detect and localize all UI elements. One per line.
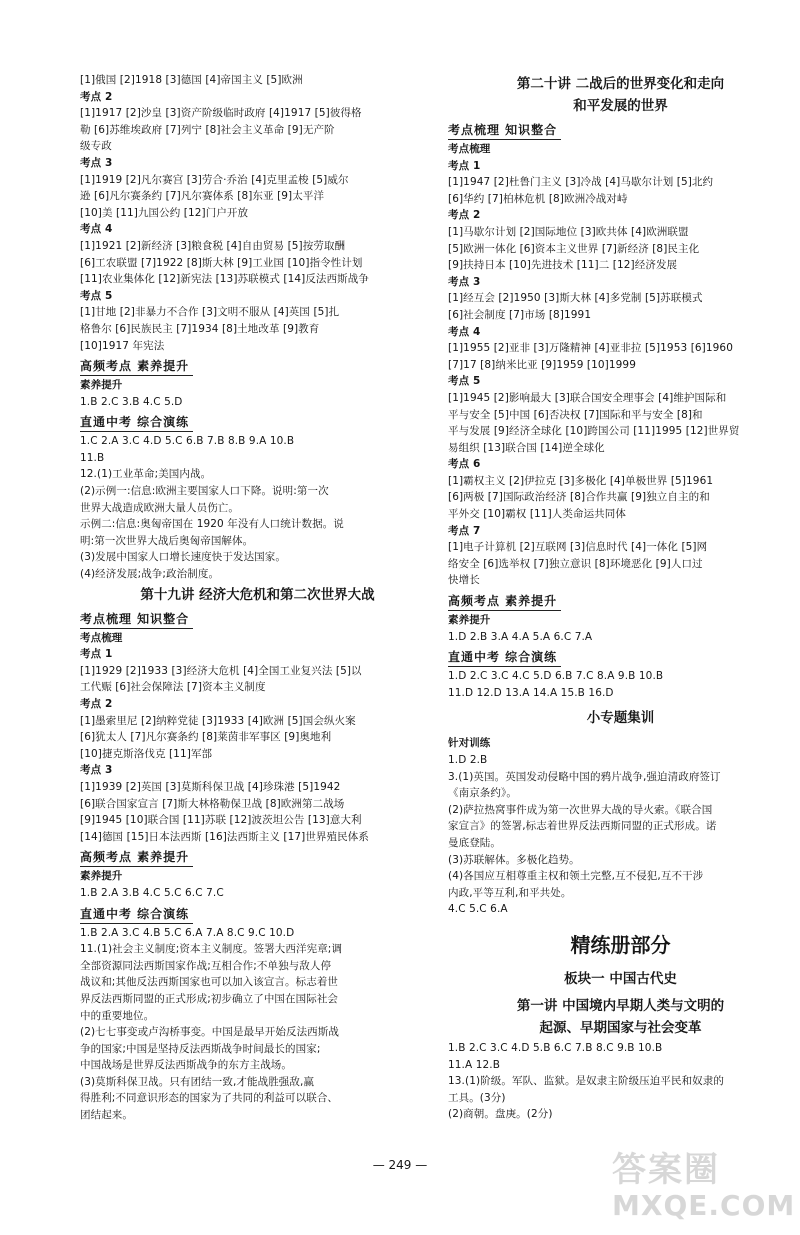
section-banner-row [80, 607, 435, 630]
section-banner: 直通中考 综合演练 [448, 649, 561, 667]
answer-line: 13.(1)阶级。军队、监狱。是奴隶主阶级压迫平民和奴隶的 [448, 1075, 724, 1088]
answer-line: 1.B 2.A 3.C 4.B 5.C 6.A 7.A 8.C 9.C 10.D [80, 926, 295, 939]
answer-line: [10]1917 年宪法 [80, 339, 165, 352]
answer-line: 平与安全 [5]中国 [6]否决权 [7]国际和平与安全 [8]和 [448, 408, 703, 421]
answer-line: 1.D 2.B [448, 754, 488, 766]
lecture-title: 第十九讲 经济大危机和第二次世界大战 [140, 586, 375, 603]
answer-line: 1.D 2.B 3.A 4.A 5.A 6.C 7.A [448, 630, 593, 643]
answer-line: [1]1955 [2]亚非 [3]万隆精神 [4]亚非拉 [5]1953 [6]1960 [448, 342, 733, 355]
answer-line: 11.(1)社会主义制度;资本主义制度。签署大西洋宪章;调 [80, 943, 343, 956]
section-banner: 考点梳理 知识整合 [448, 122, 561, 140]
watermark-logo [612, 1150, 796, 1228]
answer-line: 平与发展 [9]经济全球化 [10]跨国公司 [11]1995 [12]世界贸 [448, 425, 740, 438]
section-banner: 直通中考 综合演练 [80, 414, 193, 432]
answer-line: [5]欧洲一体化 [6]资本主义世界 [7]新经济 [8]民主化 [448, 242, 700, 255]
answer-line: 平外交 [10]霸权 [11]人类命运共同体 [448, 508, 626, 521]
answer-line: 易组织 [13]联合国 [14]逆全球化 [448, 441, 605, 454]
section-banner-row [448, 645, 793, 668]
section-banner: 高频考点 素养提升 [448, 593, 561, 611]
topic-label: 考点 5 [80, 289, 113, 302]
topic-label: 素养提升 [80, 379, 123, 392]
topic-label: 考点 1 [448, 159, 481, 172]
section-banner-row [80, 354, 435, 377]
topic-label: 考点 2 [448, 209, 481, 222]
answer-line: 1.B 2.C 3.C 4.D 5.B 6.C 7.B 8.C 9.B 10.B [448, 1041, 663, 1054]
answer-line: 示例二:信息:奥匈帝国在 1920 年没有人口统计数据。说 [80, 518, 344, 531]
answer-line: 1.B 2.C 3.B 4.C 5.D [80, 395, 183, 408]
topic-label: 素养提升 [80, 870, 123, 883]
answer-line: (3)发展中国家人口增长速度快于发达国家。 [80, 551, 286, 564]
answer-line: [6]犹太人 [7]凡尔赛条约 [8]莱茵非军事区 [9]奥地利 [80, 731, 332, 744]
answer-line: (3)苏联解体。多极化趋势。 [448, 853, 580, 866]
answer-line: 工代赈 [6]社会保障法 [7]资本主义制度 [80, 681, 266, 694]
topic-label: 考点 4 [80, 223, 113, 236]
topic-label: 考点 3 [80, 156, 113, 169]
answer-line: [1]经互会 [2]1950 [3]斯大林 [4]多党制 [5]苏联模式 [448, 292, 703, 305]
answer-line: (3)莫斯科保卫战。只有团结一致,才能战胜强敌,赢 [80, 1075, 315, 1088]
right-column [448, 72, 793, 1123]
answer-line: 1.D 2.C 3.C 4.C 5.D 6.B 7.C 8.A 9.B 10.B [448, 670, 664, 683]
section-banner: 高频考点 素养提升 [80, 849, 193, 867]
answer-line: (2)萨拉热窝事件成为第一次世界大战的导火索。《联合国 [448, 803, 713, 816]
answer-line: [1]马歇尔计划 [2]国际地位 [3]欧共体 [4]欧洲联盟 [448, 225, 689, 238]
topic-label: 考点 5 [448, 375, 481, 388]
topic-label: 考点梳理 [448, 143, 491, 155]
answer-line: 中的重要地位。 [80, 1009, 155, 1022]
answer-line: 4.C 5.C 6.A [448, 903, 508, 916]
answer-line: 《南京条约》。 [448, 787, 517, 800]
answer-line: (2)七七事变或卢沟桥事变。中国是最早开始反法西斯战 [80, 1026, 339, 1039]
answer-line: 团结起来。 [80, 1109, 133, 1122]
answer-line: 11.A 12.B [448, 1058, 501, 1071]
answer-line: [1]1917 [2]沙皇 [3]资产阶级临时政府 [4]1917 [5]彼得格 [80, 107, 362, 120]
section-banner-row [448, 589, 793, 612]
answer-line: [14]德国 [15]日本法西斯 [16]法西斯主义 [17]世界殖民体系 [80, 830, 369, 843]
answer-line: 逊 [6]凡尔赛条约 [7]凡尔赛体系 [8]东亚 [9]太平洋 [80, 190, 325, 203]
answer-line: [1]电子计算机 [2]互联网 [3]信息时代 [4]一体化 [5]网 [448, 541, 708, 554]
answer-line: [7]17 [8]纳米比亚 [9]1959 [10]1999 [448, 358, 636, 371]
section-banner-row [80, 845, 435, 868]
section-banner-row [80, 902, 435, 925]
answer-line: 工具。(3分) [448, 1091, 506, 1104]
topic-label: 考点 3 [448, 275, 481, 288]
answer-line: [1]1921 [2]新经济 [3]粮食税 [4]自由贸易 [5]按劳取酬 [80, 239, 346, 252]
topic-label: 考点 2 [80, 698, 113, 710]
section-heading: 小专题集训 [586, 710, 655, 727]
answer-line: [1]墨索里尼 [2]纳粹党徒 [3]1933 [4]欧洲 [5]国会纵火案 [80, 714, 356, 727]
answer-line: [10]美 [11]九国公约 [12]门户开放 [80, 206, 249, 219]
answer-line: [9]扶持日本 [10]先进技术 [11]二 [12]经济发展 [448, 259, 678, 272]
section-banner-row [80, 410, 435, 433]
answer-line: 勒 [6]苏维埃政府 [7]列宁 [8]社会主义革命 [9]无产阶 [80, 123, 335, 136]
answer-line: [1]霸权主义 [2]伊拉克 [3]多极化 [4]单极世界 [5]1961 [448, 474, 714, 487]
answer-line: 全部资源同法西斯国家作战;互相合作;不单独与敌人停 [80, 959, 332, 972]
answer-line: (4)经济发展;战争;政治制度。 [80, 568, 220, 581]
answer-line: 络安全 [6]选举权 [7]独立意识 [8]环境恶化 [9]人口过 [448, 557, 703, 570]
topic-label: 素养提升 [448, 614, 491, 627]
answer-line: (4)各国应互相尊重主权和领土完整,互不侵犯,互不干涉 [448, 870, 704, 883]
part-heading: 精练册部分 [570, 932, 671, 957]
answer-line: 世界大战造成欧洲大量人员伤亡。 [80, 501, 239, 514]
answer-line: [1]1919 [2]凡尔赛宫 [3]劳合·乔治 [4]克里孟梭 [5]威尔 [80, 173, 349, 186]
answer-line: 中国战场是世界反法西斯战争的东方主战场。 [80, 1059, 292, 1072]
answer-line: [6]华约 [7]柏林危机 [8]欧洲冷战对峙 [448, 192, 628, 205]
answer-line: 内政,平等互利,和平共处。 [448, 886, 572, 899]
topic-label: 考点 1 [80, 648, 113, 661]
watermark-url-text: MXQE.COM [612, 1189, 796, 1222]
answer-line: 11.D 12.D 13.A 14.A 15.B 16.D [448, 686, 614, 699]
answer-line: 1.C 2.A 3.C 4.D 5.C 6.B 7.B 8.B 9.A 10.B [80, 435, 295, 448]
answer-line: 曼底登陆。 [448, 836, 501, 849]
answer-line: 11.B [80, 451, 105, 464]
answer-line: [10]捷克斯洛伐克 [11]军部 [80, 747, 213, 760]
answer-line: 12.(1)工业革命;美国内战。 [80, 468, 212, 481]
topic-label: 考点 4 [448, 325, 481, 338]
answer-line: [1]1947 [2]杜鲁门主义 [3]冷战 [4]马歇尔计划 [5]北约 [448, 176, 714, 189]
left-column [80, 72, 435, 1124]
topic-label: 考点 7 [448, 524, 481, 537]
watermark-top-text: 答案圈 [612, 1150, 720, 1190]
answer-line: 明:第一次世界大战后奥匈帝国解体。 [80, 534, 254, 547]
answer-line: [11]农业集体化 [12]新宪法 [13]苏联模式 [14]反法西斯战争 [80, 273, 369, 286]
answer-line: [1]甘地 [2]非暴力不合作 [3]文明不服从 [4]英国 [5]扎 [80, 306, 340, 319]
lecture-title: 和平发展的世界 [573, 98, 668, 114]
section-banner: 直通中考 综合演练 [80, 906, 193, 924]
lecture-title: 起源、早期国家与社会变革 [539, 1019, 702, 1036]
lecture-title: 第一讲 中国境内早期人类与文明的 [516, 997, 725, 1014]
answer-line: [6]社会制度 [7]市场 [8]1991 [448, 308, 592, 321]
answer-line: 级专政 [80, 140, 112, 153]
answer-line: 家宣言》的签署,标志着世界反法西斯同盟的正式形成。诺 [448, 820, 717, 833]
topic-label: 考点 2 [80, 90, 113, 103]
answer-line: 得胜利;不同意识形态的国家为了共同的利益可以联合、 [80, 1092, 339, 1105]
section-banner-row [448, 118, 793, 141]
answer-line: [6]工农联盟 [7]1922 [8]斯大林 [9]工业国 [10]指令性计划 [80, 256, 363, 269]
lecture-title: 第二十讲 二战后的世界变化和走向 [516, 76, 725, 92]
section-banner: 考点梳理 知识整合 [80, 611, 193, 629]
section-banner: 高频考点 素养提升 [80, 358, 193, 376]
answer-line: [1]1929 [2]1933 [3]经济大危机 [4]全国工业复兴法 [5]以 [80, 664, 362, 677]
answer-line: [6]联合国家宣言 [7]斯大林格勒保卫战 [8]欧洲第二战场 [80, 797, 345, 810]
answer-line: [6]两极 [7]国际政治经济 [8]合作共赢 [9]独立自主的和 [448, 491, 710, 504]
answer-line: (2)示例一:信息:欧洲主要国家人口下降。说明:第一次 [80, 485, 329, 498]
answer-line: [9]1945 [10]联合国 [11]苏联 [12]波茨坦公告 [13]意大利 [80, 814, 362, 827]
section-heading: 板块一 中国古代史 [564, 970, 677, 987]
answer-line: 界反法西斯同盟的正式形成;初步确立了中国在国际社会 [80, 992, 339, 1005]
answer-line: [1]俄国 [2]1918 [3]德国 [4]帝国主义 [5]欧洲 [80, 74, 303, 86]
topic-label: 考点梳理 [80, 631, 123, 644]
answer-line: 格鲁尔 [6]民族民主 [7]1934 [8]土地改革 [9]教育 [80, 322, 320, 335]
topic-label: 考点 3 [80, 764, 113, 777]
answer-line: 3.(1)英国。英国发动侵略中国的鸦片战争,强迫清政府签订 [448, 770, 721, 783]
topic-label: 考点 6 [448, 458, 481, 471]
topic-label: 针对训练 [448, 737, 491, 750]
answer-line: [1]1945 [2]影响最大 [3]联合国安全理事会 [4]维护国际和 [448, 391, 727, 404]
answer-line: 1.B 2.A 3.B 4.C 5.C 6.C 7.C [80, 886, 224, 899]
answer-line: (2)商朝。盘庚。(2分) [448, 1108, 553, 1121]
answer-line: 战议和;其他反法西斯国家也可以加入该宣言。标志着世 [80, 976, 339, 989]
answer-line: 快增长 [448, 574, 480, 587]
answer-line: 争的国家;中国是坚持反法西斯战争时间最长的国家; [80, 1042, 321, 1055]
page-number: — 249 — [372, 1158, 428, 1172]
answer-line: [1]1939 [2]英国 [3]莫斯科保卫战 [4]珍珠港 [5]1942 [80, 780, 341, 793]
